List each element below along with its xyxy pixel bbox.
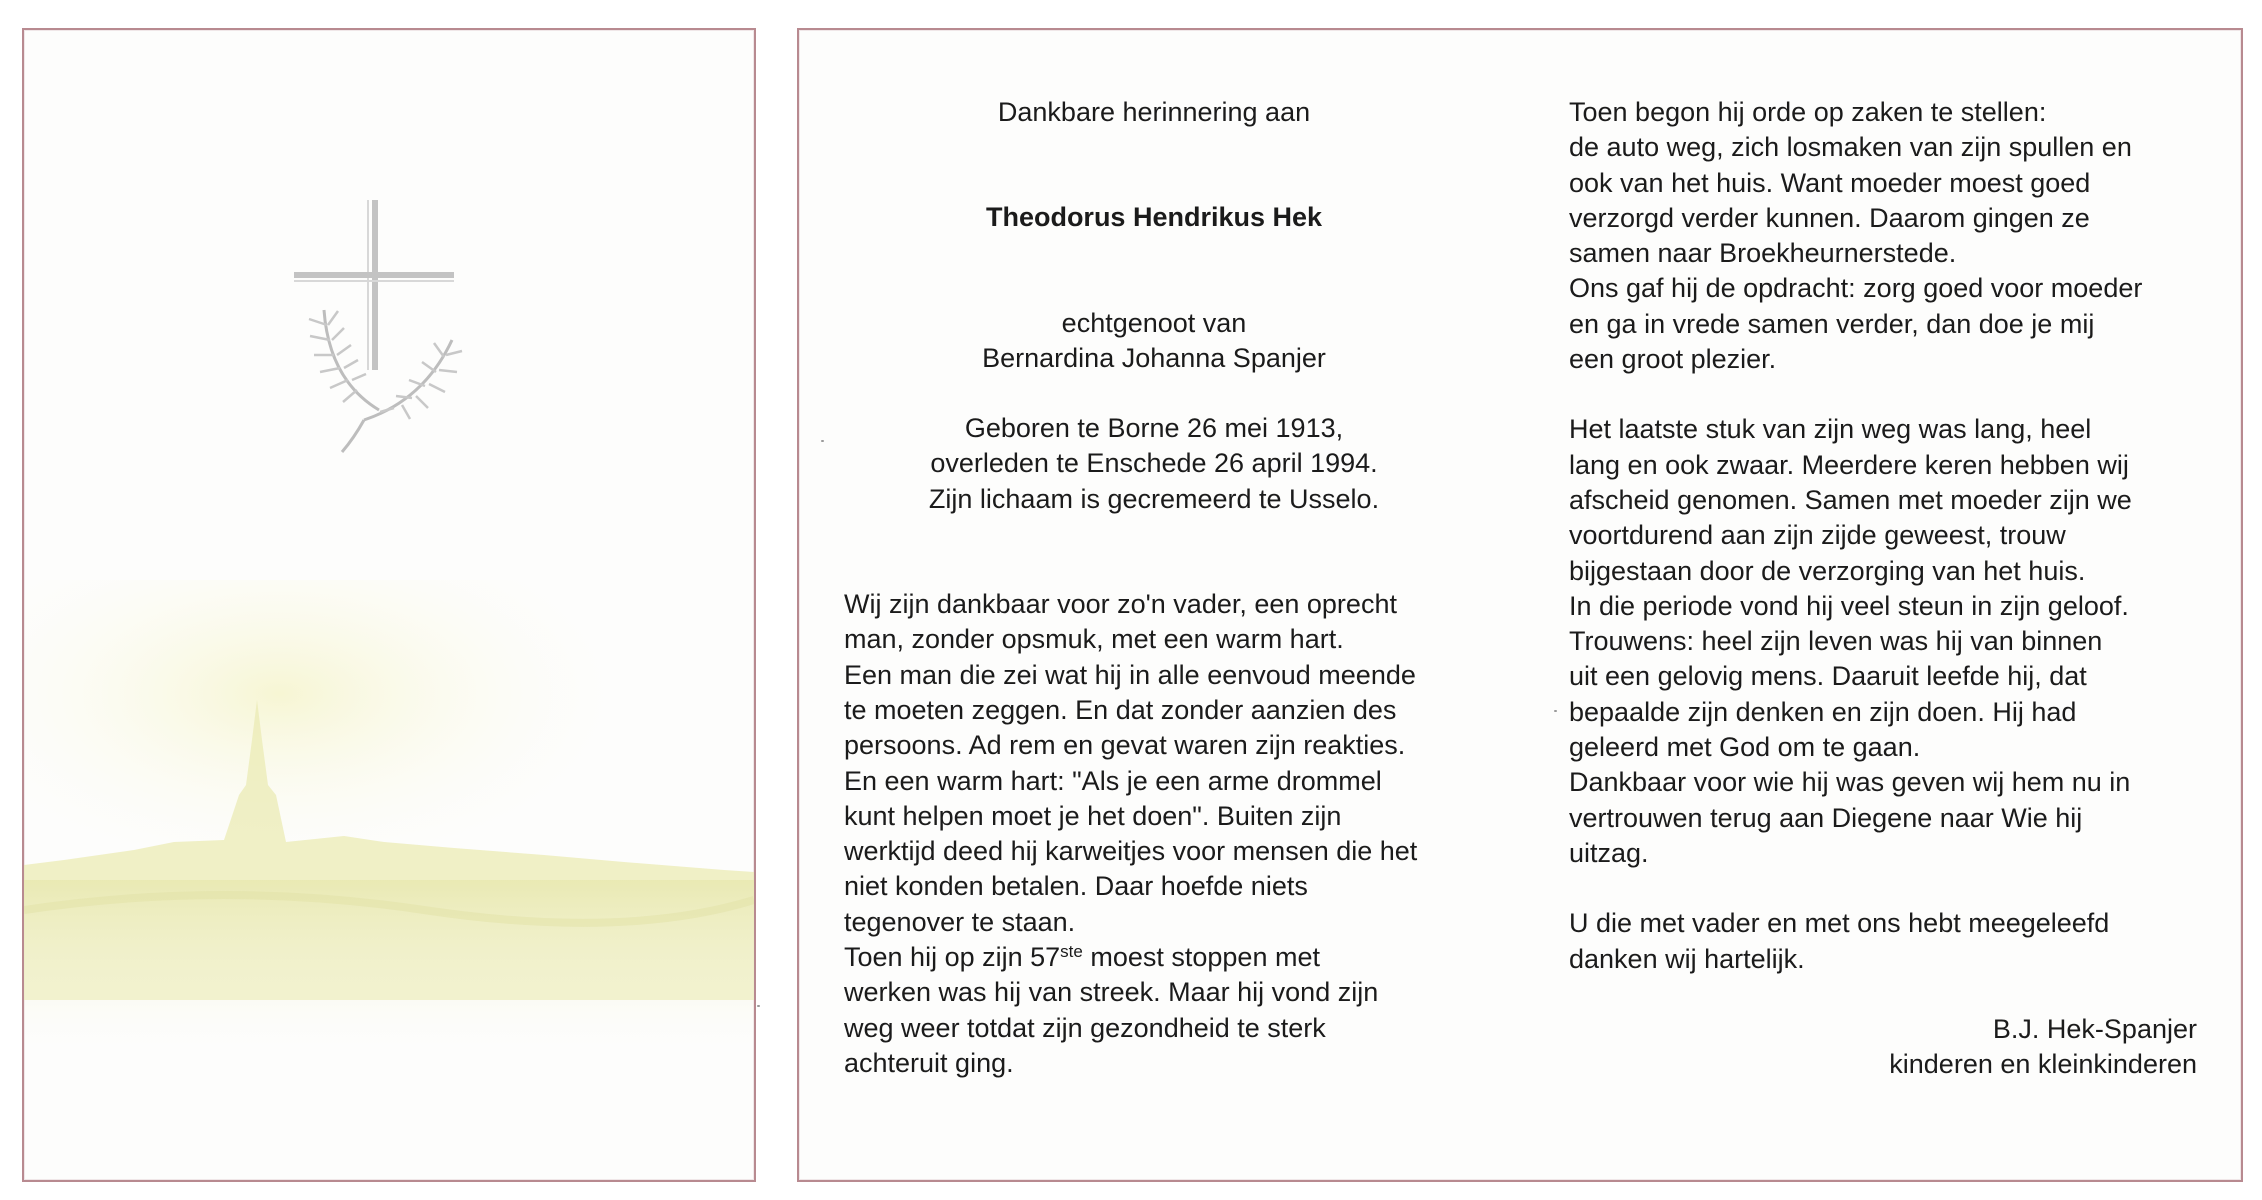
right-column	[1569, 95, 2209, 1082]
village-skyline-illustration	[24, 580, 754, 1180]
death-line: overleden te Enschede 26 april 1994.	[930, 448, 1378, 479]
birth-line: Geboren te Borne 26 mei 1913,	[964, 413, 1344, 444]
dates-block	[844, 411, 1464, 517]
card-inside	[797, 28, 2243, 1182]
paper-speck	[1554, 710, 1557, 712]
text-line: afscheid genomen. Samen met moeder zijn we	[1569, 484, 2132, 515]
text-line: voortdurend aan zijn zijde geweest, trouw	[1569, 520, 2066, 551]
text-line: man, zonder opsmuk, met een warm hart.	[844, 624, 1344, 655]
text-line: Het laatste stuk van zijn weg was lang, heel	[1569, 414, 2092, 445]
signature-family: kinderen en kleinkinderen	[1889, 1049, 2197, 1080]
text-line: kunt helpen moet je het doen". Buiten zijn	[844, 800, 1342, 831]
spouse-name: Bernardina Johanna Spanjer	[982, 342, 1326, 373]
text-line: Wij zijn dankbaar voor zo'n vader, een oprecht	[844, 589, 1397, 620]
text-line: weg weer totdat zijn gezondheid te sterk	[844, 1012, 1326, 1043]
text-line: werktijd deed hij karweitjes voor mensen die het	[844, 836, 1418, 867]
text-line: persoons. Ad rem en gevat waren zijn reakties.	[844, 730, 1406, 761]
text-line: Toen begon hij orde op zaken te stellen:	[1569, 97, 2047, 127]
text-line: uitzag.	[1569, 837, 1649, 868]
text-line: U die met vader en met ons hebt meegeleefd	[1569, 908, 2110, 939]
text-line: ook van het huis. Want moeder moest goed	[1569, 167, 2091, 198]
cremation-line: Zijn lichaam is gecremeerd te Usselo.	[928, 483, 1380, 514]
text-line: een groot plezier.	[1569, 344, 1777, 375]
text-line: tegenover te staan.	[844, 906, 1076, 937]
paragraph-last-stretch	[1569, 412, 2209, 871]
text-line: werken was hij van streek. Maar hij vond zijn	[844, 977, 1379, 1008]
signature-block	[1569, 1012, 2197, 1083]
text-line: lang en ook zwaar. Meerdere keren hebben wij	[1569, 449, 2129, 480]
text-line: samen naar Broekheurnerstede.	[1569, 238, 1957, 269]
deceased-name: Theodorus Hendrikus Hek	[985, 202, 1323, 233]
text-line: te moeten zeggen. En dat zonder aanzien des	[844, 694, 1397, 725]
left-column	[844, 95, 1494, 1081]
signature-widow: B.J. Hek-Spanjer	[1992, 1013, 2197, 1044]
spouse-block	[844, 306, 1464, 377]
text-line: niet konden betalen. Daar hoefde niets	[844, 871, 1308, 902]
text-line: Dankbaar voor wie hij was geven wij hem nu in	[1569, 767, 2131, 798]
text-line: de auto weg, zich losmaken van zijn spullen en	[1569, 132, 2132, 163]
text-line: vertrouwen terug aan Diegene naar Wie hij	[1569, 802, 2083, 833]
text-line: bepaalde zijn denken en zijn doen. Hij had	[1569, 696, 2077, 727]
paragraph-thanks	[1569, 906, 2209, 977]
text-line: En een warm hart: "Als je een arme drommel	[844, 765, 1382, 796]
intro-text: Dankbare herinnering aan	[997, 97, 1311, 127]
text-line: en ga in vrede samen verder, dan doe je mij	[1569, 308, 2095, 339]
cross-with-palm-branches-icon	[294, 200, 464, 460]
tribute-paragraph	[844, 587, 1494, 1081]
text-line: danken wij hartelijk.	[1569, 943, 1805, 974]
paragraph-arrangements	[1569, 95, 2209, 377]
text-line: Ons gaf hij de opdracht: zorg goed voor moeder	[1569, 273, 2143, 304]
age-text-after: moest stoppen met	[1082, 942, 1320, 973]
text-line: geleerd met God om te gaan.	[1569, 732, 1921, 763]
text-line: uit een gelovig mens. Daaruit leefde hij, dat	[1569, 661, 2087, 692]
text-line: Een man die zei wat hij in alle eenvoud meende	[844, 659, 1416, 690]
text-line: verzorgd verder kunnen. Daarom gingen ze	[1569, 202, 2090, 233]
text-line: Trouwens: heel zijn leven was hij van binnen	[1569, 626, 2103, 657]
text-line: achteruit ging.	[844, 1047, 1014, 1078]
text-line: bijgestaan door de verzorging van het huis.	[1569, 555, 2086, 586]
ordinal-suffix: ste	[1060, 942, 1083, 962]
text-line-age	[844, 940, 1494, 975]
card-front	[22, 28, 756, 1182]
text-line: In die periode vond hij veel steun in zijn geloof.	[1569, 590, 2129, 621]
spouse-intro: echtgenoot van	[1061, 307, 1247, 338]
paper-speck	[757, 1005, 760, 1007]
age-text-before: Toen hij op zijn 57	[844, 942, 1061, 973]
paper-speck	[821, 440, 824, 442]
